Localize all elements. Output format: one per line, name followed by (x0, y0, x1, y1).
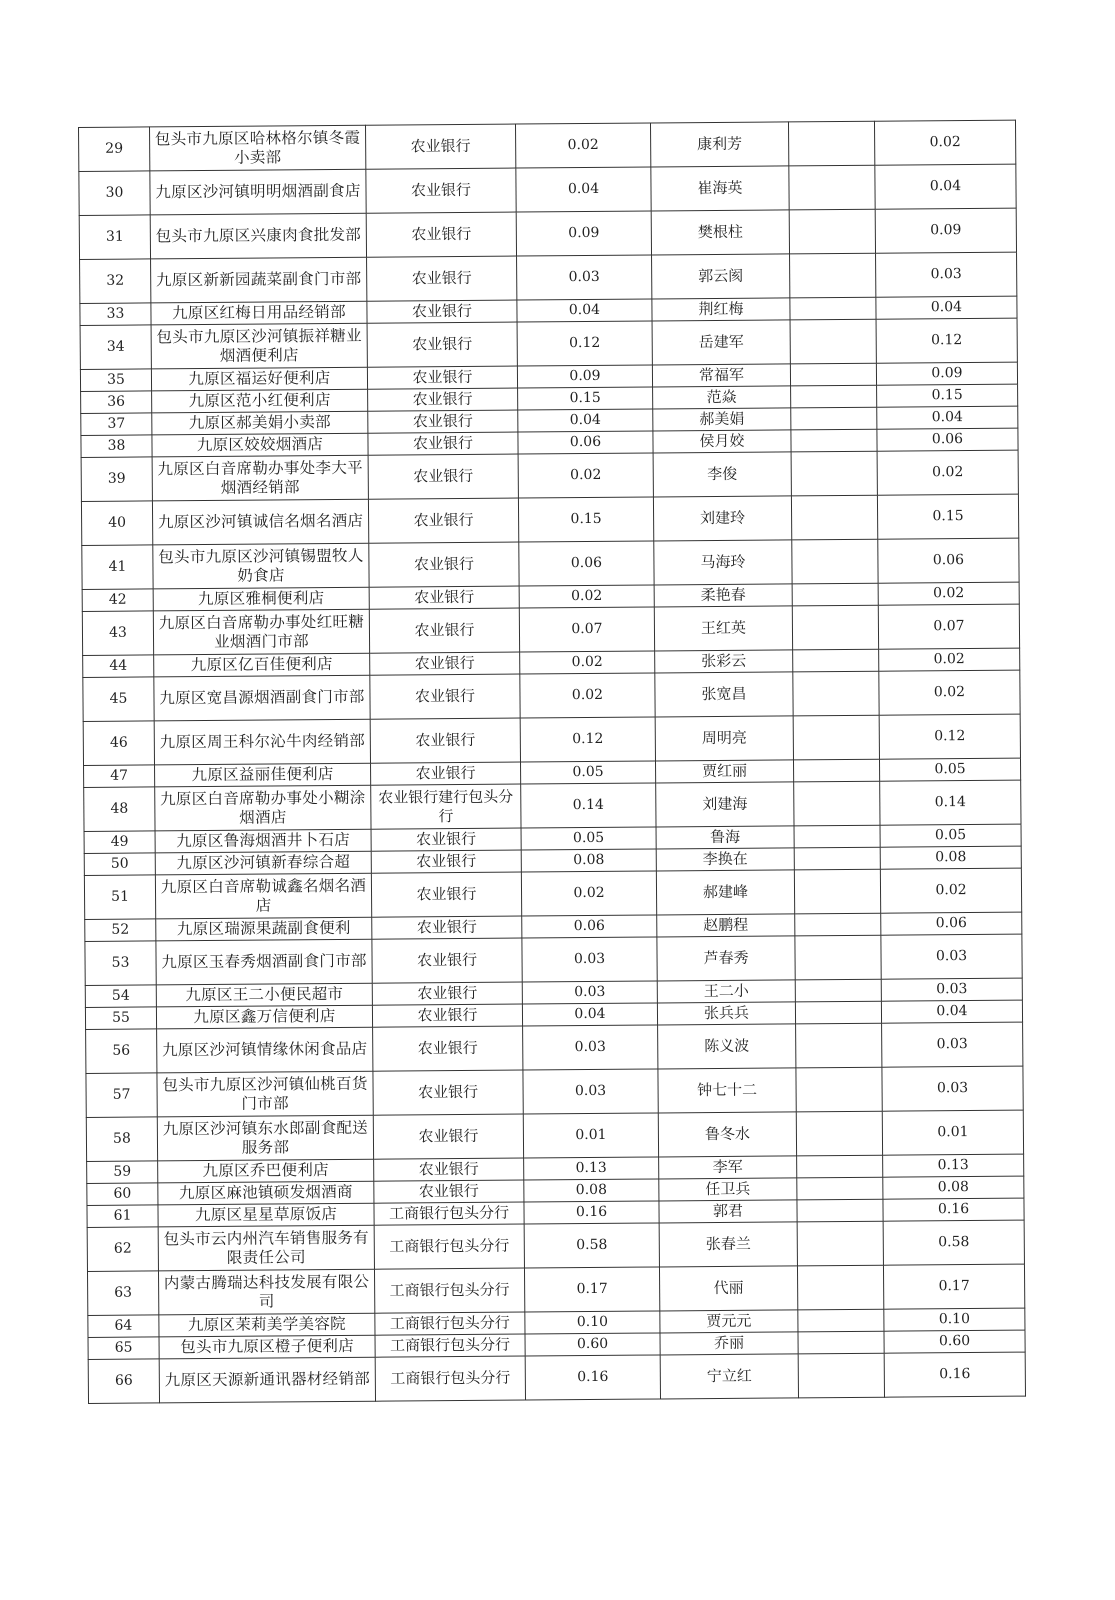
amount-total: 0.04 (877, 406, 1018, 429)
merchant-name: 九原区玉春秀烟酒副食门市部 (156, 939, 372, 985)
amount-total: 0.15 (877, 494, 1018, 539)
merchant-name: 九原区郝美娟小卖部 (152, 411, 368, 435)
row-number: 54 (85, 985, 156, 1008)
bank-name: 农业银行 (371, 762, 521, 785)
person-name: 王二小 (657, 980, 795, 1003)
subsidy-table (78, 120, 1026, 1404)
amount: 0.12 (520, 717, 655, 762)
amount: 0.10 (525, 1311, 660, 1334)
person-name: 马海玲 (654, 540, 792, 585)
amount-total: 0.08 (880, 846, 1021, 869)
row-number: 52 (85, 919, 156, 942)
bank-name: 农业银行 (371, 872, 521, 917)
blank-cell (795, 979, 881, 1002)
blank-cell (790, 297, 876, 320)
blank-cell (797, 1265, 883, 1310)
person-name: 张春兰 (659, 1222, 797, 1267)
table-row (87, 1264, 1024, 1315)
amount: 0.16 (525, 1355, 660, 1400)
bank-name: 工商银行包头分行 (375, 1334, 525, 1357)
table-row (86, 1110, 1023, 1161)
amount: 0.58 (524, 1223, 659, 1268)
person-name: 郭云阂 (652, 254, 790, 299)
person-name: 荆红梅 (652, 298, 790, 321)
row-number: 31 (79, 215, 150, 260)
blank-cell (797, 1221, 883, 1266)
bank-name: 农业银行 (370, 718, 520, 763)
table-row (86, 1022, 1023, 1073)
person-name: 钟七十二 (658, 1068, 796, 1113)
amount: 0.01 (523, 1113, 658, 1158)
merchant-name: 九原区瑞源果蔬副食便利 (156, 917, 372, 941)
merchant-name: 九原区沙河镇诚信名烟名酒店 (152, 499, 368, 545)
bank-name: 农业银行 (365, 124, 515, 169)
bank-name: 农业银行 (368, 388, 518, 411)
amount-total: 0.17 (883, 1264, 1024, 1309)
amount: 0.08 (521, 849, 656, 872)
person-name: 乔丽 (660, 1332, 798, 1355)
row-number: 59 (87, 1161, 158, 1184)
person-name: 鲁海 (656, 826, 794, 849)
merchant-name: 九原区白音席勒诚鑫名烟名酒店 (155, 873, 371, 919)
amount: 0.08 (524, 1179, 659, 1202)
table-row (84, 780, 1021, 831)
merchant-name: 九原区沙河镇东水郎副食配送服务部 (157, 1115, 373, 1161)
table-row (85, 934, 1022, 985)
row-number: 65 (88, 1337, 159, 1360)
blank-cell (792, 605, 878, 650)
person-name: 刘建海 (656, 782, 794, 827)
amount: 0.15 (518, 387, 653, 410)
person-name: 张兵兵 (657, 1002, 795, 1025)
person-name: 范焱 (653, 386, 791, 409)
person-name: 贾元元 (660, 1310, 798, 1333)
merchant-name: 九原区范小红便利店 (152, 389, 368, 413)
amount-total: 0.60 (884, 1330, 1025, 1353)
merchant-name: 九原区沙河镇情缘休闲食品店 (157, 1027, 373, 1073)
bank-name: 农业银行 (367, 366, 517, 389)
amount-total: 0.16 (884, 1352, 1025, 1397)
table-row (80, 318, 1017, 369)
amount-total: 0.04 (876, 296, 1017, 319)
row-number: 55 (85, 1007, 156, 1030)
amount: 0.03 (522, 937, 657, 982)
bank-name: 工商银行包头分行 (375, 1312, 525, 1335)
amount-total: 0.15 (877, 384, 1018, 407)
merchant-name: 九原区星星草原饭店 (158, 1203, 374, 1227)
person-name: 鲁冬水 (658, 1112, 796, 1157)
amount: 0.13 (524, 1157, 659, 1180)
amount-total: 0.06 (881, 912, 1022, 935)
person-name: 张宽昌 (655, 672, 793, 717)
amount: 0.02 (515, 123, 650, 168)
blank-cell (792, 583, 878, 606)
amount: 0.02 (520, 651, 655, 674)
merchant-name: 九原区姣姣烟酒店 (152, 433, 368, 457)
table-row (80, 252, 1017, 303)
amount: 0.04 (518, 409, 653, 432)
amount-total: 0.02 (877, 450, 1018, 495)
merchant-name: 内蒙古腾瑞达科技发展有限公司 (158, 1269, 374, 1315)
bank-name: 农业银行 (373, 1114, 523, 1159)
row-number: 30 (79, 171, 150, 216)
blank-cell (798, 1331, 884, 1354)
merchant-name: 九原区鲁海烟酒井卜石店 (155, 829, 371, 853)
person-name: 张彩云 (655, 650, 793, 673)
merchant-name: 九原区沙河镇新春综合超 (155, 851, 371, 875)
amount-total: 0.12 (879, 714, 1020, 759)
blank-cell (794, 781, 880, 826)
amount-total: 0.58 (883, 1220, 1024, 1265)
amount: 0.04 (517, 299, 652, 322)
blank-cell (793, 671, 879, 716)
merchant-name: 九原区白音席勒办事处李大平烟酒经销部 (152, 455, 368, 501)
row-number: 62 (87, 1227, 158, 1272)
row-number: 38 (81, 435, 152, 458)
amount: 0.06 (519, 541, 654, 586)
blank-cell (798, 1353, 884, 1398)
amount-total: 0.06 (878, 538, 1019, 583)
blank-cell (788, 121, 874, 166)
bank-name: 农业银行 (371, 828, 521, 851)
person-name: 康利芳 (650, 122, 788, 167)
bank-name: 农业银行 (372, 982, 522, 1005)
row-number: 57 (86, 1073, 157, 1118)
bank-name: 农业银行 (367, 322, 517, 367)
merchant-name: 九原区红梅日用品经销部 (151, 301, 367, 325)
person-name: 王红英 (654, 606, 792, 651)
amount-total: 0.03 (882, 1022, 1023, 1067)
amount-total: 0.09 (875, 208, 1016, 253)
table-row (79, 164, 1016, 215)
bank-name: 农业银行 (372, 916, 522, 939)
merchant-name: 九原区沙河镇明明烟酒副食店 (150, 169, 366, 215)
row-number: 63 (87, 1271, 158, 1316)
bank-name: 农业银行 (368, 410, 518, 433)
blank-cell (790, 319, 876, 364)
table-row (83, 670, 1020, 721)
person-name: 常福军 (652, 364, 790, 387)
table-row (83, 714, 1020, 765)
merchant-name: 九原区新新园蔬菜副食门市部 (151, 257, 367, 303)
amount-total: 0.06 (877, 428, 1018, 451)
bank-name: 农业银行 (367, 300, 517, 323)
bank-name: 农业银行 (366, 212, 516, 257)
bank-name: 农业银行 (367, 256, 517, 301)
table-row (79, 120, 1016, 171)
bank-name: 农业银行 (369, 542, 519, 587)
table-row (87, 1220, 1024, 1271)
table-row (84, 868, 1021, 919)
bank-name: 农业银行 (368, 432, 518, 455)
person-name: 芦春秀 (657, 936, 795, 981)
bank-name: 农业银行 (371, 850, 521, 873)
row-number: 53 (85, 941, 156, 986)
blank-cell (796, 1023, 882, 1068)
table-row (79, 208, 1016, 259)
row-number: 41 (82, 545, 153, 590)
person-name: 樊根柱 (651, 210, 789, 255)
merchant-name: 九原区白音席勒办事处红旺糖业烟酒门市部 (153, 609, 369, 655)
amount-total: 0.08 (883, 1176, 1024, 1199)
merchant-name: 九原区益丽佳便利店 (155, 763, 371, 787)
person-name: 崔海英 (651, 166, 789, 211)
row-number: 58 (86, 1117, 157, 1162)
merchant-name: 九原区王二小便民超市 (156, 983, 372, 1007)
blank-cell (789, 165, 875, 210)
merchant-name: 包头市九原区哈林格尔镇冬霞小卖部 (150, 125, 366, 171)
amount-total: 0.03 (881, 934, 1022, 979)
row-number: 37 (81, 413, 152, 436)
bank-name: 农业银行 (374, 1158, 524, 1181)
blank-cell (791, 429, 877, 452)
bank-name: 农业银行 (373, 1070, 523, 1115)
blank-cell (790, 363, 876, 386)
bank-name: 农业银行 (372, 1004, 522, 1027)
amount: 0.16 (524, 1201, 659, 1224)
bank-name: 农业银行 (370, 674, 520, 719)
row-number: 45 (83, 677, 154, 722)
bank-name: 工商银行包头分行 (375, 1356, 525, 1401)
merchant-name: 九原区宽昌源烟酒副食门市部 (154, 675, 370, 721)
person-name: 代丽 (659, 1266, 797, 1311)
bank-name: 农业银行 (368, 454, 518, 499)
bank-name: 工商银行包头分行 (374, 1202, 524, 1225)
blank-cell (790, 253, 876, 298)
merchant-name: 包头市九原区沙河镇仙桃百货门市部 (157, 1071, 373, 1117)
merchant-name: 包头市九原区橙子便利店 (159, 1335, 375, 1359)
bank-name: 工商银行包头分行 (374, 1268, 524, 1313)
merchant-name: 九原区茉莉美学美容院 (159, 1313, 375, 1337)
bank-name: 农业银行 (370, 652, 520, 675)
person-name: 李换在 (656, 848, 794, 871)
amount-total: 0.02 (879, 648, 1020, 671)
amount: 0.02 (518, 453, 653, 498)
row-number: 42 (82, 589, 153, 612)
row-number: 66 (88, 1359, 159, 1404)
bank-name: 农业银行 (373, 1026, 523, 1071)
amount: 0.03 (523, 1025, 658, 1070)
person-name: 周明亮 (655, 716, 793, 761)
merchant-name: 九原区亿百佳便利店 (154, 653, 370, 677)
person-name: 柔艳春 (654, 584, 792, 607)
amount: 0.12 (517, 321, 652, 366)
amount: 0.04 (522, 1003, 657, 1026)
bank-name: 农业银行 (372, 938, 522, 983)
row-number: 36 (81, 391, 152, 414)
person-name: 赵鹏程 (657, 914, 795, 937)
bank-name: 农业银行建行包头分行 (371, 784, 521, 829)
person-name: 郝美娟 (653, 408, 791, 431)
person-name: 郝建峰 (656, 870, 794, 915)
amount-total: 0.12 (876, 318, 1017, 363)
blank-cell (797, 1155, 883, 1178)
merchant-name: 九原区乔巴便利店 (158, 1159, 374, 1183)
blank-cell (793, 715, 879, 760)
amount-total: 0.03 (882, 1066, 1023, 1111)
row-number: 34 (80, 325, 151, 370)
amount-total: 0.02 (878, 582, 1019, 605)
person-name: 贾红丽 (655, 760, 793, 783)
merchant-name: 九原区鑫万信便利店 (156, 1005, 372, 1029)
blank-cell (795, 1001, 881, 1024)
row-number: 60 (87, 1183, 158, 1206)
merchant-name: 九原区天源新通讯器材经销部 (159, 1357, 375, 1403)
blank-cell (796, 1111, 882, 1156)
person-name: 李俊 (653, 452, 791, 497)
amount-total: 0.03 (876, 252, 1017, 297)
blank-cell (793, 649, 879, 672)
amount-total: 0.05 (879, 758, 1020, 781)
amount-total: 0.14 (880, 780, 1021, 825)
blank-cell (791, 451, 877, 496)
amount: 0.03 (517, 255, 652, 300)
amount-total: 0.16 (883, 1198, 1024, 1221)
merchant-name: 包头市九原区沙河镇振祥糖业烟酒便利店 (151, 323, 367, 369)
row-number: 61 (87, 1205, 158, 1228)
blank-cell (791, 407, 877, 430)
blank-cell (797, 1177, 883, 1200)
amount-total: 0.07 (878, 604, 1019, 649)
amount: 0.05 (521, 761, 656, 784)
bank-name: 农业银行 (368, 498, 518, 543)
amount-total: 0.04 (875, 164, 1016, 209)
row-number: 39 (81, 457, 152, 502)
table-row (81, 450, 1018, 501)
row-number: 44 (83, 655, 154, 678)
blank-cell (794, 869, 880, 914)
amount: 0.15 (518, 497, 653, 542)
amount: 0.60 (525, 1333, 660, 1356)
amount: 0.03 (523, 1069, 658, 1114)
amount-total: 0.05 (880, 824, 1021, 847)
bank-name: 农业银行 (369, 586, 519, 609)
table-row (88, 1352, 1025, 1403)
amount: 0.17 (524, 1267, 659, 1312)
amount-total: 0.03 (881, 978, 1022, 1001)
merchant-name: 九原区雅桐便利店 (153, 587, 369, 611)
person-name: 任卫兵 (659, 1178, 797, 1201)
blank-cell (794, 825, 880, 848)
person-name: 李军 (659, 1156, 797, 1179)
amount: 0.06 (518, 431, 653, 454)
row-number: 50 (84, 853, 155, 876)
blank-cell (789, 209, 875, 254)
blank-cell (797, 1199, 883, 1222)
bank-name: 农业银行 (366, 168, 516, 213)
row-number: 32 (80, 259, 151, 304)
blank-cell (792, 539, 878, 584)
blank-cell (796, 1067, 882, 1112)
amount-total: 0.09 (876, 362, 1017, 385)
blank-cell (791, 495, 877, 540)
table-row (82, 538, 1019, 589)
blank-cell (795, 935, 881, 980)
row-number: 48 (84, 787, 155, 832)
amount-total: 0.04 (881, 1000, 1022, 1023)
row-number: 29 (79, 127, 150, 172)
amount: 0.02 (520, 673, 655, 718)
amount: 0.05 (521, 827, 656, 850)
amount: 0.02 (519, 585, 654, 608)
blank-cell (791, 385, 877, 408)
merchant-name: 包头市九原区沙河镇锡盟牧人奶食店 (153, 543, 369, 589)
row-number: 43 (82, 611, 153, 656)
amount-total: 0.02 (874, 120, 1015, 165)
blank-cell (794, 847, 880, 870)
merchant-name: 包头市九原区兴康肉食批发部 (150, 213, 366, 259)
person-name: 宁立红 (660, 1354, 798, 1399)
amount-total: 0.13 (883, 1154, 1024, 1177)
row-number: 40 (81, 501, 152, 546)
row-number: 47 (84, 765, 155, 788)
person-name: 刘建玲 (653, 496, 791, 541)
bank-name: 农业银行 (369, 608, 519, 653)
row-number: 35 (80, 369, 151, 392)
bank-name: 工商银行包头分行 (374, 1224, 524, 1269)
amount-total: 0.02 (879, 670, 1020, 715)
amount-total: 0.02 (880, 868, 1021, 913)
amount-total: 0.10 (884, 1308, 1025, 1331)
table-row (81, 494, 1018, 545)
amount: 0.07 (519, 607, 654, 652)
amount: 0.04 (516, 167, 651, 212)
amount: 0.06 (522, 915, 657, 938)
amount: 0.14 (521, 783, 656, 828)
amount: 0.03 (522, 981, 657, 1004)
table-row (82, 604, 1019, 655)
row-number: 49 (84, 831, 155, 854)
amount: 0.09 (516, 211, 651, 256)
person-name: 郭君 (659, 1200, 797, 1223)
row-number: 56 (86, 1029, 157, 1074)
merchant-name: 九原区周王科尔沁牛肉经销部 (154, 719, 370, 765)
blank-cell (798, 1309, 884, 1332)
table-body (79, 120, 1026, 1403)
amount-total: 0.01 (882, 1110, 1023, 1155)
merchant-name: 九原区麻池镇硕发烟酒商 (158, 1181, 374, 1205)
merchant-name: 包头市云内州汽车销售服务有限责任公司 (158, 1225, 374, 1271)
blank-cell (795, 913, 881, 936)
person-name: 岳建军 (652, 320, 790, 365)
merchant-name: 九原区白音席勒办事处小糊涂烟酒店 (155, 785, 371, 831)
row-number: 51 (84, 875, 155, 920)
blank-cell (793, 759, 879, 782)
bank-name: 农业银行 (374, 1180, 524, 1203)
amount: 0.02 (521, 871, 656, 916)
row-number: 46 (83, 721, 154, 766)
merchant-name: 九原区福运好便利店 (151, 367, 367, 391)
amount: 0.09 (517, 365, 652, 388)
row-number: 33 (80, 303, 151, 326)
row-number: 64 (88, 1315, 159, 1338)
person-name: 陈义波 (658, 1024, 796, 1069)
person-name: 侯月姣 (653, 430, 791, 453)
table-row (86, 1066, 1023, 1117)
